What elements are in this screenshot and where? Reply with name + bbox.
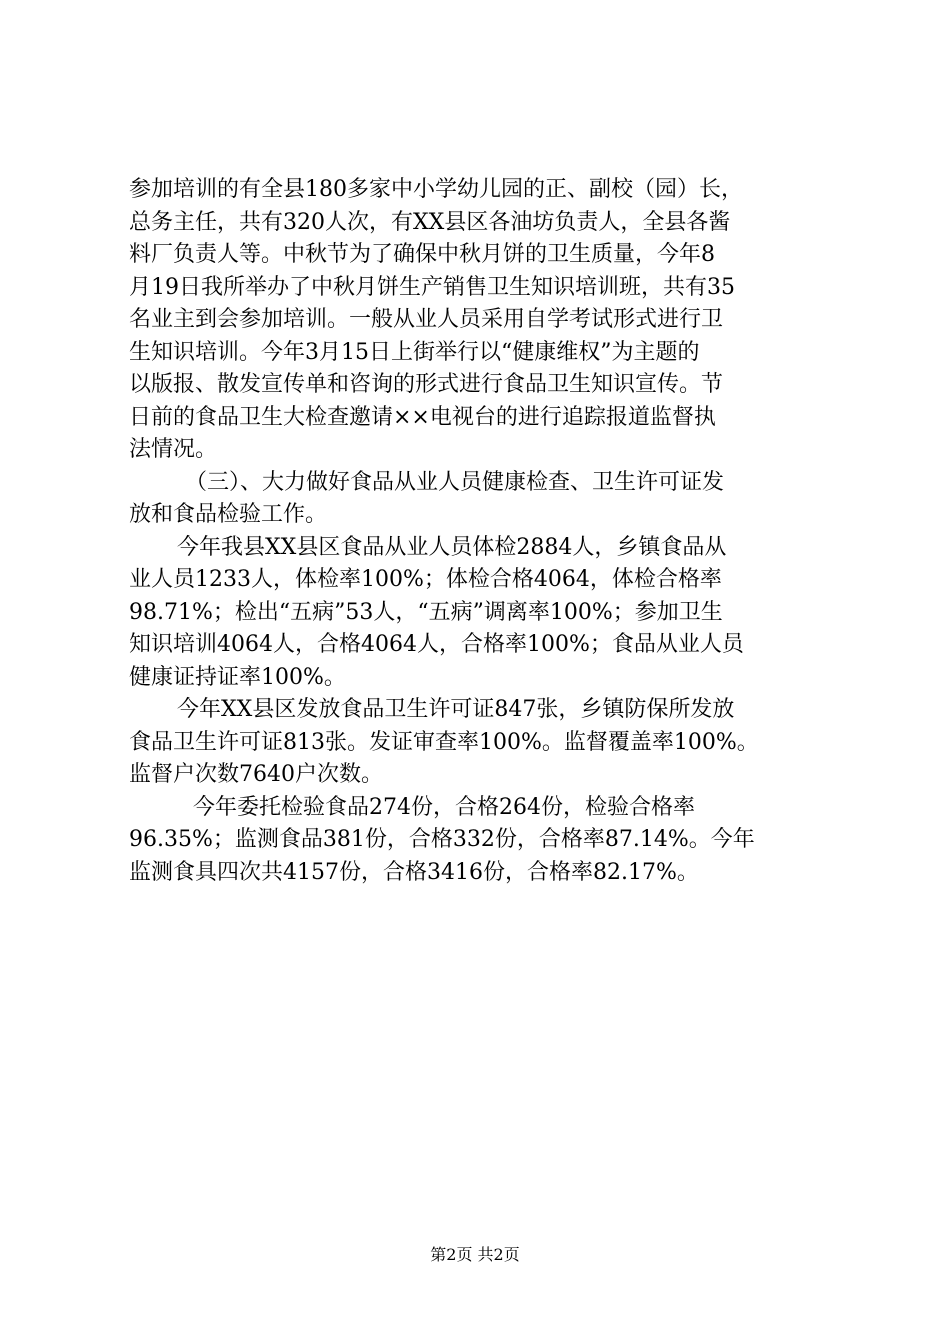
text-line: 监督户次数7640户次数。 (129, 762, 383, 787)
section-heading-3 (129, 467, 829, 532)
text-line: 总务主任，共有320人次，有XX县区各油坊负责人，全县各酱 (129, 209, 731, 235)
page-footer (0, 1243, 950, 1267)
text-line: 生知识培训。今年3月15日上街举行以“健康维权”为主题的 (129, 339, 700, 365)
text-line: 98.71%；检出“五病”53人，“五病”调离率100%；参加卫生 (129, 599, 723, 625)
text-line: 日前的食品卫生大检查邀请××电视台的进行追踪报道监督执 (129, 404, 716, 430)
paragraph-training (129, 174, 829, 467)
text-line: 月19日我所举办了中秋月饼生产销售卫生知识培训班，共有35 (129, 274, 735, 300)
text-line: 法情况。 (129, 437, 218, 462)
text-line: 今年XX县区发放食品卫生许可证847张，乡镇防保所发放 (177, 697, 735, 722)
paragraph-inspection (129, 792, 829, 890)
text-line: 监测食具四次共4157份，合格3416份，合格率82.17%。 (129, 859, 699, 885)
page-number-label: 第2页 共2页 (430, 1245, 520, 1264)
paragraph-health-check (129, 532, 829, 695)
text-line: 今年我县XX县区食品从业人员体检2884人，乡镇食品从 (177, 534, 727, 560)
section-heading-line: 放和食品检验工作。 (129, 502, 328, 527)
text-line: 96.35%；监测食品381份，合格332份，合格率87.14%。今年 (129, 827, 755, 852)
section-heading-line: （三）、大力做好食品从业人员健康检查、卫生许可证发 (185, 469, 725, 495)
text-line: 名业主到会参加培训。一般从业人员采用自学考试形式进行卫 (129, 307, 724, 332)
paragraph-permits (129, 694, 829, 792)
text-line: 今年委托检验食品274份，合格264份，检验合格率 (193, 794, 695, 820)
document-body (129, 174, 829, 889)
text-line: 参加培训的有全县180多家中小学幼儿园的正、副校（园）长， (129, 177, 743, 202)
text-line: 料厂负责人等。中秋节为了确保中秋月饼的卫生质量，今年8 (129, 242, 715, 267)
text-line: 食品卫生许可证813张。发证审查率100%。监督覆盖率100%。 (129, 729, 759, 755)
text-line: 健康证持证率100%。 (129, 664, 346, 690)
text-line: 业人员1233人，体检率100%；体检合格4064，体检合格率 (129, 567, 722, 592)
text-line: 以版报、散发宣传单和咨询的形式进行食品卫生知识宣传。节 (129, 372, 724, 397)
text-line: 知识培训4064人，合格4064人，合格率100%；食品从业人员 (129, 632, 744, 657)
